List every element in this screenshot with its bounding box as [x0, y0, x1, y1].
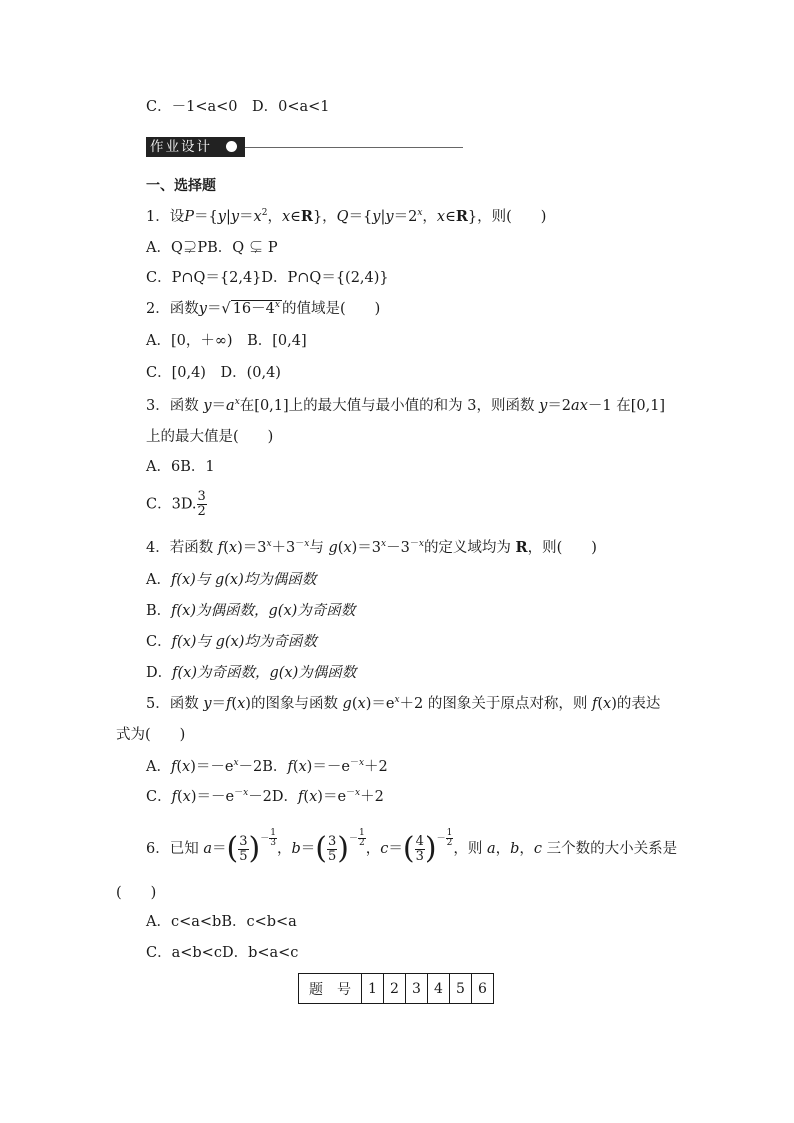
- answer-cell-4: 4: [428, 974, 450, 1004]
- answer-cell-3: 3: [406, 974, 428, 1004]
- q3-frac-num: 3: [197, 489, 206, 504]
- answer-table-row: [299, 974, 494, 1004]
- bullet-dot-icon: [226, 141, 237, 152]
- q3-options-ab: A．6B．1: [146, 459, 215, 475]
- answer-cell-6: 6: [472, 974, 494, 1004]
- q5-options-ab: A．$f(x)=-e^x-2B$．$f(x)=-e^{-x}+2$: [146, 758, 388, 775]
- answer-cell-5: 5: [450, 974, 472, 1004]
- homework-header-label: 作业设计: [150, 139, 212, 155]
- q1-options-cd: C．P∩Q＝{2,4}D．P∩Q＝{(2,4)}: [146, 270, 389, 286]
- q6-options-ab: A．c<a<bB．c<b<a: [146, 914, 297, 930]
- q4-option-d: D．f(x)为奇函数，g(x)为偶函数: [146, 665, 357, 681]
- q6-stem: 6．已知 a＝( $\frac{3}{5}$ )－ $\frac{1}{3}$ ，b＝( $\frac{3}{5}$ )－ $\frac{1}{2}$ ，c＝( $\frac{4}{3}$ )－ $\frac{1}{2}$ ，则 a，b，c 三个数的大小关系是: [146, 828, 678, 866]
- answer-table: [298, 973, 494, 1004]
- q5-options-cd: C．$f(x)=-e^{-x}-2D$．$f(x)=e^{-x}+2$: [146, 788, 384, 805]
- answer-cell-1: 1: [362, 974, 384, 1004]
- q4-option-a: A．f(x)与 g(x)均为偶函数: [146, 572, 317, 588]
- q1-options-ab: A．Q⊋PB．Q ⊊ P: [146, 240, 278, 256]
- q2-stem: 2．函数y＝√ $16-4^x$ 的值域是( ): [146, 300, 381, 317]
- q4-stem: 4．若函数 $f(x)=3^x+3^{-x}$与 $g(x)=3^x-3^{-x}$的定义域均为 R，则( ): [146, 539, 597, 556]
- q5-stem: 5．函数 y＝f(x)的图象与函数 $g(x)=e^x+2$ 的图象关于原点对称，则 f(x)的表达: [146, 695, 661, 712]
- q6-options-cd: C．a<b<cD．b<a<c: [146, 945, 299, 961]
- answer-table-header: 题 号: [299, 974, 362, 1004]
- q3-frac-den: 2: [197, 504, 206, 519]
- prev-question-choices: C．－1<a<0 D．0<a<1: [146, 99, 330, 115]
- q2-options-ab: A．[0，＋∞) B．[0,4]: [146, 333, 307, 349]
- section-title: 一、选择题: [146, 178, 216, 194]
- q3-options-cd: C．3D. $\frac{3}{2}$: [146, 489, 206, 519]
- q4-option-b: B．f(x)为偶函数，g(x)为奇函数: [146, 603, 356, 619]
- q6-paren-line: ( ): [116, 885, 157, 901]
- q4-option-c: C．f(x)与 g(x)均为奇函数: [146, 634, 317, 650]
- q3-stem-line2: 上的最大值是( ): [146, 429, 274, 445]
- q3-stem: 3．函数 $y=a^x$在[0,1]上的最大值与最小值的和为 3，则函数 y＝2ax－1 在[0,1]: [146, 397, 666, 414]
- answer-cell-2: 2: [384, 974, 406, 1004]
- header-rule: [245, 147, 463, 148]
- q1-stem: 1．设$P=\{y|y=x^2$，x∈R}，$Q=\{y|y=2^x$，x∈R}，则( ): [146, 208, 547, 225]
- q2-options-cd: C．[0,4) D．(0,4): [146, 365, 281, 381]
- q5-stem-line2: 式为( ): [116, 727, 186, 743]
